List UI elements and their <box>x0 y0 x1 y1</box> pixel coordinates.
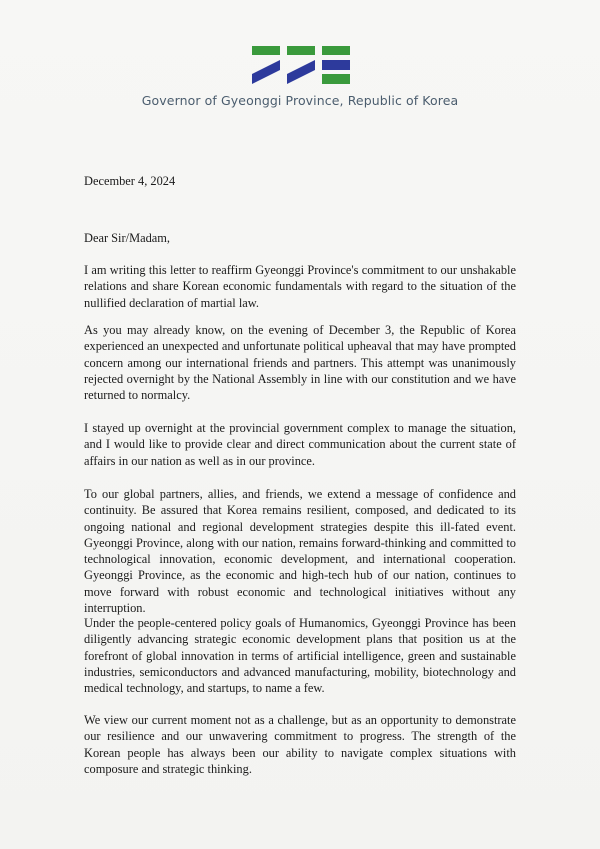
letter-paragraph: Under the people-centered policy goals of Humanomics, Gyeonggi Province has been diligently advancing strategic economic development plans that position us at the forefront of global innovation in terms of artificial intelligence, green and sustainable industries, semiconductors and advanced manufacturing, mobility, biotechnology and medical technology, and startups, to name a few. <box>84 616 516 696</box>
logo-green-bar-right <box>322 46 350 55</box>
logo-green-bar-bottom <box>322 74 350 84</box>
logo-blue-bar-right <box>322 60 350 70</box>
letter-salutation: Dear Sir/Madam, <box>84 231 171 245</box>
letter-paragraph: I am writing this letter to reaffirm Gyeonggi Province's commitment to our unshakable relations and share Korean economic fundamentals with regard to the situation of the nullified declaration of martial law. <box>84 263 516 310</box>
logo-blue-stroke-center <box>287 60 315 84</box>
letter-paragraph: We view our current moment not as a challenge, but as an opportunity to demonstrate our resilience and our unwavering commitment to progress. The strength of the Korean people has always been our ability to navigate complex situations with composure and strategic thinking. <box>84 713 516 776</box>
letter-paragraph: I stayed up overnight at the provincial government complex to manage the situation, and I would like to provide clear and direct communication about the current state of affairs in our nation as well as in our province. <box>84 421 516 468</box>
gyeonggi-province-logo-icon <box>252 46 350 84</box>
logo-blue-stroke-left <box>252 60 280 84</box>
letter-paragraph: To our global partners, allies, and friends, we extend a message of confidence and continuity. Be assured that Korea remains resilient, composed, and dedicated to its ongoing national and regional development strategies despite this ill-fated event. Gyeonggi Province, along with our nation, remains forward-thinking and committed to technological innovation, economic development, and international cooperation. Gyeonggi Province, as the economic and high-tech hub of our nation, continues to move forward with robust economic and technological initiatives without any interruption. <box>84 487 516 616</box>
logo-green-bar-left <box>252 46 280 55</box>
logo-green-bar-center <box>287 46 315 55</box>
letter-paragraph: As you may already know, on the evening of December 3, the Republic of Korea experienced an unexpected and unfortunate political upheaval that may have prompted concern among our international friends and partners. This attempt was unanimously rejected overnight by the National Assembly in line with our constitution and we have returned to normalcy. <box>84 323 516 403</box>
letter-date: December 4, 2024 <box>84 174 176 188</box>
organization-name: Governor of Gyeonggi Province, Republic of Korea <box>141 93 459 108</box>
